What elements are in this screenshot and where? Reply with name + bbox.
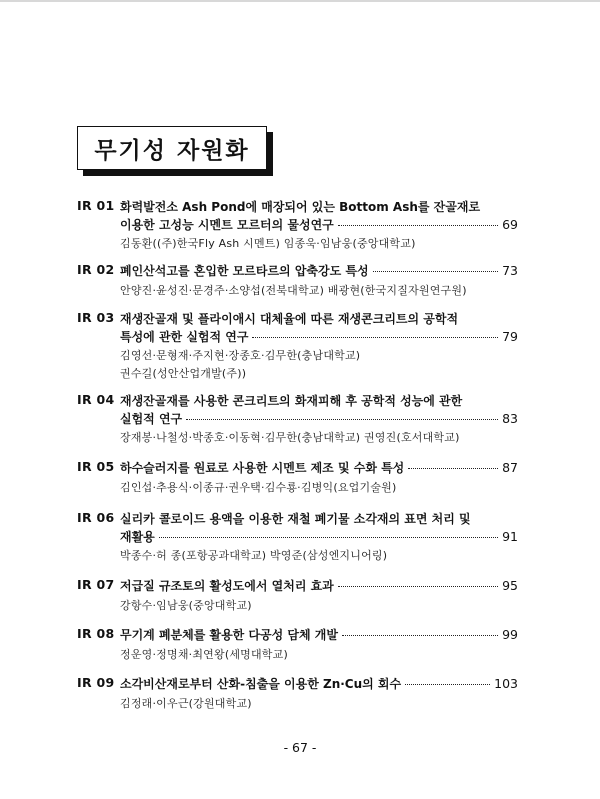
- dot-leader: [186, 419, 498, 420]
- entry-title-text: 저급질 규조토의 활성도에서 열처리 효과: [120, 579, 334, 593]
- entry-code: IR 07: [77, 577, 115, 592]
- entry-page-number: 79: [502, 329, 518, 344]
- entry-page-number: 91: [502, 529, 518, 544]
- entry-title-line-1: [120, 577, 518, 595]
- entry-title-text: 하수슬러지를 원료로 사용한 시멘트 제조 및 수화 특성: [120, 461, 405, 475]
- entry-title-text: 특성에 관한 실험적 연구: [120, 330, 249, 344]
- entry-authors: 강항수·임남웅(중앙대학교): [120, 599, 252, 612]
- entry-title-line-1: 재생잔골재를 사용한 콘크리트의 화재피해 후 공학적 성능에 관한: [120, 394, 463, 408]
- entry-title-line-2: [120, 216, 518, 234]
- entry-title-line-1: [120, 459, 518, 477]
- entry-code: IR 08: [77, 626, 115, 641]
- entry-code: IR 05: [77, 459, 115, 474]
- entry-page-number: 103: [494, 676, 518, 691]
- entry-page-number: 87: [502, 460, 518, 475]
- entry-title-line-1: [120, 262, 518, 280]
- entry-title-text: 무기계 폐분체를 활용한 다공성 담체 개발: [120, 628, 338, 642]
- entry-title-text: 이용한 고성능 시멘트 모르터의 물성연구: [120, 218, 334, 232]
- dot-leader: [252, 337, 498, 338]
- entry-title-line-2: [120, 410, 518, 428]
- dot-leader: [338, 586, 498, 587]
- entry-code: IR 01: [77, 198, 115, 213]
- entry-authors: 김정래·이우근(강원대학교): [120, 697, 252, 710]
- entry-code: IR 02: [77, 262, 115, 277]
- entry-title-line-1: 실리카 콜로이드 용액을 이용한 재철 폐기물 소각재의 표면 처리 및: [120, 512, 471, 526]
- entry-title-line-1: [120, 626, 518, 644]
- entry-page-number: 73: [502, 263, 518, 278]
- entry-title-line-2: [120, 528, 518, 546]
- entry-code: IR 09: [77, 675, 115, 690]
- entry-authors: 안양진·윤성진·문경주·소양섭(전북대학교) 배광현(한국지질자원연구원): [120, 284, 467, 297]
- entry-page-number: 69: [502, 217, 518, 232]
- entry-page-number: 95: [502, 578, 518, 593]
- dot-leader: [408, 468, 498, 469]
- entry-page-number: 99: [502, 627, 518, 642]
- dot-leader: [338, 225, 498, 226]
- entry-code: IR 06: [77, 510, 115, 525]
- dot-leader: [159, 537, 498, 538]
- page-number-footer: - 67 -: [283, 740, 317, 755]
- entry-code: IR 03: [77, 310, 115, 325]
- entry-title-line-1: 화력발전소 Ash Pond에 매장되어 있는 Bottom Ash를 잔골재로: [120, 200, 481, 214]
- entry-authors-line-2: 권수길(성안산업개발(주)): [120, 367, 247, 380]
- entry-title-line-1: [120, 675, 518, 693]
- entry-code: IR 04: [77, 392, 115, 407]
- entry-authors: 박종수·허 종(포항공과대학교) 박영준(삼성엔지니어링): [120, 549, 388, 562]
- section-title: 무기성 자원화: [77, 126, 267, 170]
- entry-title-line-2: [120, 328, 518, 346]
- dot-leader: [373, 271, 499, 272]
- entry-authors: 정운영·정명채·최연왕(세명대학교): [120, 648, 288, 661]
- entry-title-text: 폐인산석고를 혼입한 모르타르의 압축강도 특성: [120, 264, 369, 278]
- entry-authors: 김영선·문형재·주지현·장종호·김무한(충남대학교): [120, 349, 361, 362]
- entry-authors: 장재봉·나철성·박종호·이동혁·김무한(충남대학교) 권영진(호서대학교): [120, 431, 460, 444]
- entry-title-text: 소각비산재로부터 산화-침출을 이용한 Zn·Cu의 회수: [120, 677, 402, 691]
- dot-leader: [405, 684, 490, 685]
- entry-authors: 김동환((주)한국Fly Ash 시멘트) 임종욱·임남웅(중앙대학교): [120, 237, 416, 250]
- entry-title-line-1: 재생잔골재 및 플라이애시 대체율에 따른 재생콘크리트의 공학적: [120, 312, 459, 326]
- entry-title-text: 실험적 연구: [120, 412, 183, 426]
- entry-title-text: 재활용: [120, 530, 155, 544]
- entry-page-number: 83: [502, 411, 518, 426]
- entry-authors: 김인섭·추용식·이종규·권우택·김수룡·김병익(요업기술원): [120, 481, 397, 494]
- top-rule: [0, 0, 600, 2]
- dot-leader: [342, 635, 498, 636]
